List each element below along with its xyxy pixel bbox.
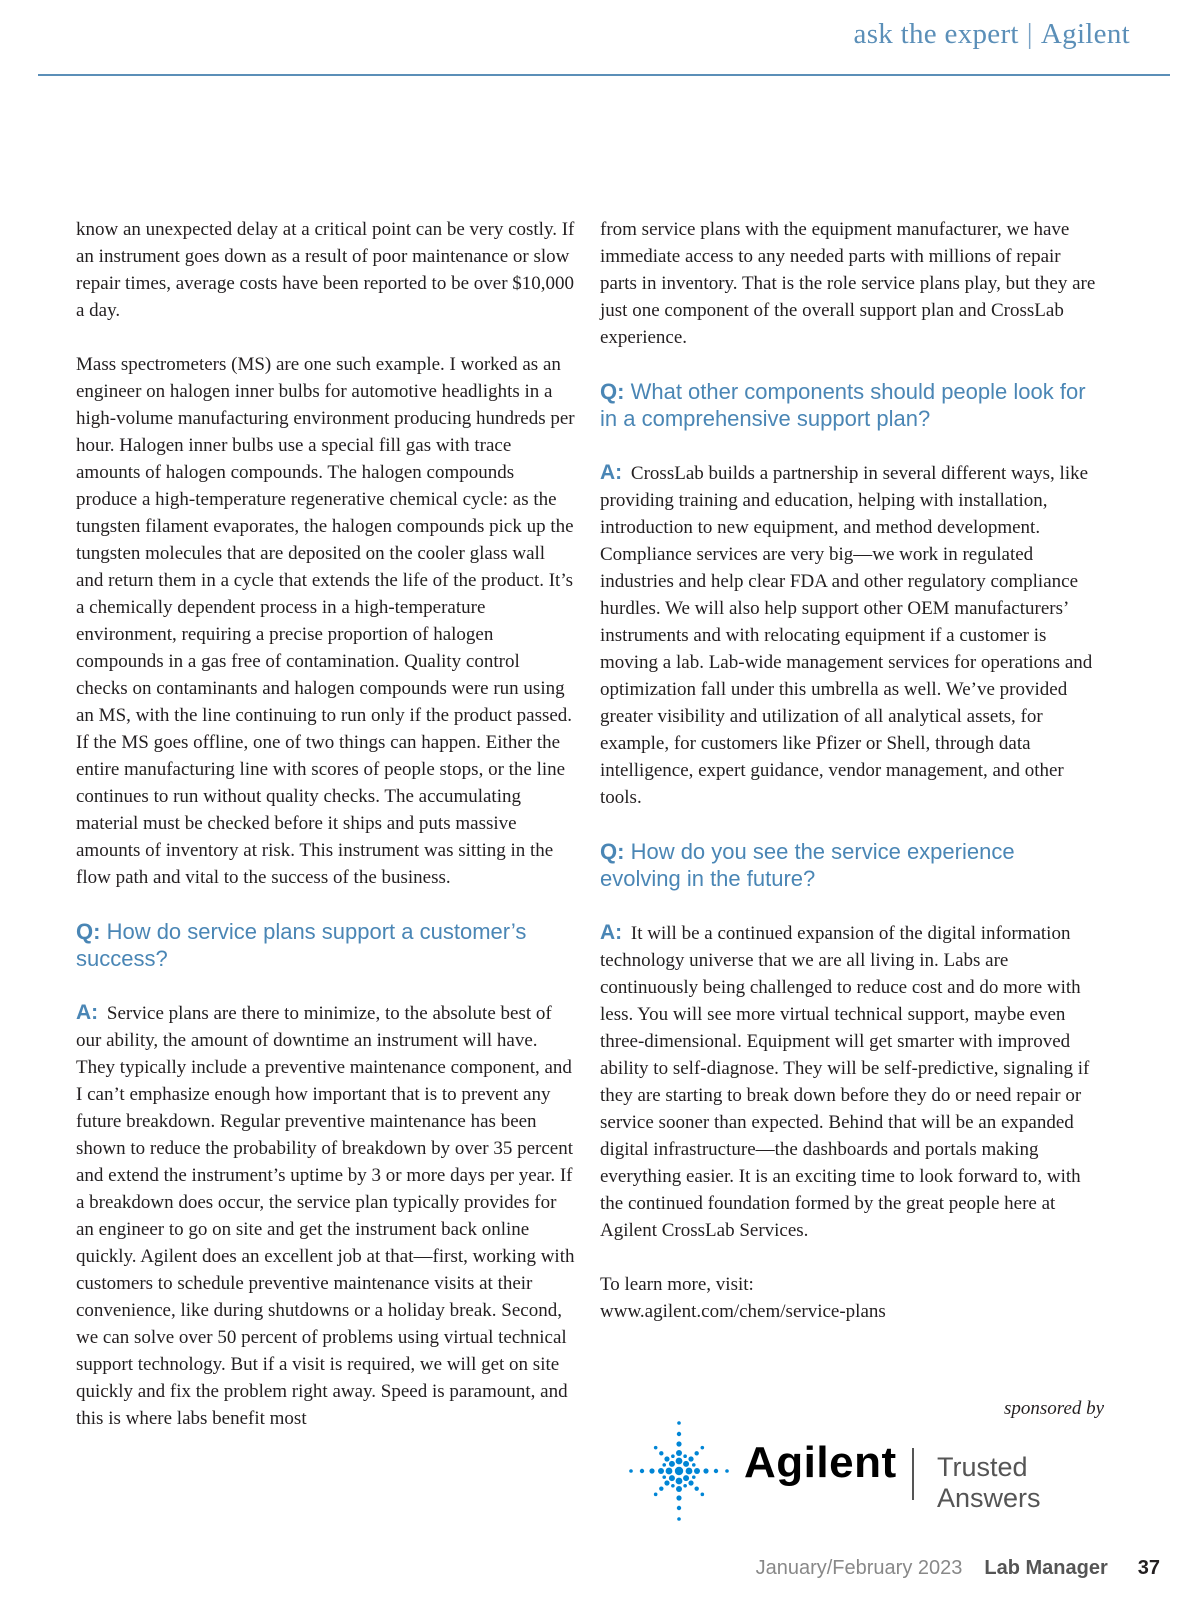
body-paragraph: know an unexpected delay at a critical point can be very costly. If an instrument goes down as a result of poor maintenance or slow repair times, average costs have been reported to be over $10,000 a day.: [76, 219, 575, 321]
answer-label: A:: [600, 921, 623, 944]
question-heading: [600, 378, 1100, 432]
answer-text: Service plans are there to minimize, to the absolute best of our ability, the amount of downtime an instrument will have. They typically include a preventive maintenance component, and I can’t emphasize enough how important that is to prevent any future breakdown. Regular preventive maintenance has been shown to reduce the probability of breakdown by over 35 percent and extend the instrument’s uptime by 3 or more days per year. If a breakdown does occur, the service plan typically provides for an engineer to go on site and get the instrument back online quickly. Agilent does an excellent job at that—first, working with customers to schedule preventive maintenance visits at their convenience, like during shutdowns or a holiday break. Second, we can solve over 50 percent of problems using virtual technical support technology. But if a visit is required, we will get on site quickly and fix the problem right away. Speed is paramount, and this is where labs benefit most: [76, 1003, 575, 1429]
answer-paragraph: [600, 919, 1100, 1244]
agilent-spark-icon: [626, 1418, 732, 1524]
agilent-logo: [626, 1418, 1116, 1528]
answer-paragraph: [600, 459, 1100, 811]
right-column: [600, 216, 1100, 1325]
logo-wordmark: Agilent: [744, 1438, 897, 1487]
answer-label: A:: [600, 461, 623, 484]
question-label: Q:: [600, 839, 625, 864]
answer-paragraph: [76, 999, 576, 1432]
question-heading: [76, 918, 576, 972]
learn-more-block: [600, 1271, 1100, 1325]
magazine-name: Lab Manager: [984, 1557, 1108, 1579]
page-number: 37: [1137, 1557, 1160, 1579]
header-brand: Agilent: [1040, 18, 1130, 50]
answer-text: CrossLab builds a partnership in several different ways, like providing training and education, helping with installation, introduction to new equipment, and method development. Compliance services are very big—we work in regulated industries and help clear FDA and other regulatory compliance hurdles. We will also help support other OEM manufacturers’ instruments and with relocating equipment if a customer is moving a lab. Lab-wide management services for operations and optimization fall under this umbrella as well. We’ve provided greater visibility and utilization of all analytical assets, for example, for customers like Pfizer or Shell, through data intelligence, expert guidance, vendor management, and other tools.: [600, 463, 1093, 808]
question-label: Q:: [76, 919, 101, 944]
section-header: [854, 18, 1130, 51]
question-text: What other components should people look for in a comprehensive support plan?: [600, 379, 1086, 431]
left-column: [76, 216, 576, 1432]
sponsored-by-label: sponsored by: [1004, 1398, 1105, 1419]
header-rule: [38, 74, 1170, 76]
question-text: How do service plans support a customer’s success?: [76, 919, 527, 971]
question-heading: [600, 838, 1100, 892]
header-separator: |: [1026, 18, 1033, 50]
section-title: ask the expert: [853, 18, 1019, 50]
page-footer: [756, 1557, 1160, 1580]
logo-tagline: Trusted Answers: [937, 1452, 1041, 1513]
logo-divider: [912, 1448, 914, 1500]
body-paragraph: Mass spectrometers (MS) are one such example. I worked as an engineer on halogen inner bulbs for automotive headlights in a high-volume manufacturing environment producing hundreds per hour. Halogen inner bulbs use a special fill gas with trace amounts of halogen compounds. The halogen compounds produce a high-temperature regenerative chemical cycle: as the tungsten filament evaporates, the halogen compounds pick up the tungsten molecules that are deposited on the cooler glass wall and return them in a cycle that extends the life of the product. It’s a chemically dependent process in a high-temperature environment, requiring a precise proportion of halogen compounds in a gas free of contamination. Quality control checks on contaminants and halogen compounds were run using an MS, with the line continuing to run only if the product passed. If the MS goes offline, one of two things can happen. Either the entire manufacturing line with scores of people stops, or the line continues to run without quality checks. The accumulating material must be checked before it ships and puts massive amounts of inventory at risk. This instrument was sitting in the flow path and vital to the success of the business.: [76, 354, 575, 888]
learn-more-url[interactable]: www.agilent.com/chem/service-plans: [600, 1301, 886, 1322]
answer-label: A:: [76, 1001, 99, 1024]
learn-more-text: To learn more, visit:: [600, 1274, 754, 1295]
question-text: How do you see the service experience evolving in the future?: [600, 839, 1015, 891]
answer-text: It will be a continued expansion of the digital information technology universe that we are all living in. Labs are continuously being challenged to reduce cost and do more with less. You will see more virtual technical support, maybe even three-dimensional. Equipment will get smarter with improved ability to self-diagnose. They will be self-predictive, signaling if they are starting to break down before they do or need repair or service sooner than expected. Behind that will be an expanded digital infrastructure—the dashboards and portals making everything easier. It is an exciting time to look forward to, with the continued foundation formed by the great people here at Agilent CrossLab Services.: [600, 923, 1090, 1241]
issue-date: January/February 2023: [755, 1557, 963, 1579]
question-label: Q:: [600, 379, 625, 404]
body-paragraph: from service plans with the equipment manufacturer, we have immediate access to any needed parts with millions of repair parts in inventory. That is the role service plans play, but they are just one component of the overall support plan and CrossLab experience.: [600, 219, 1096, 348]
